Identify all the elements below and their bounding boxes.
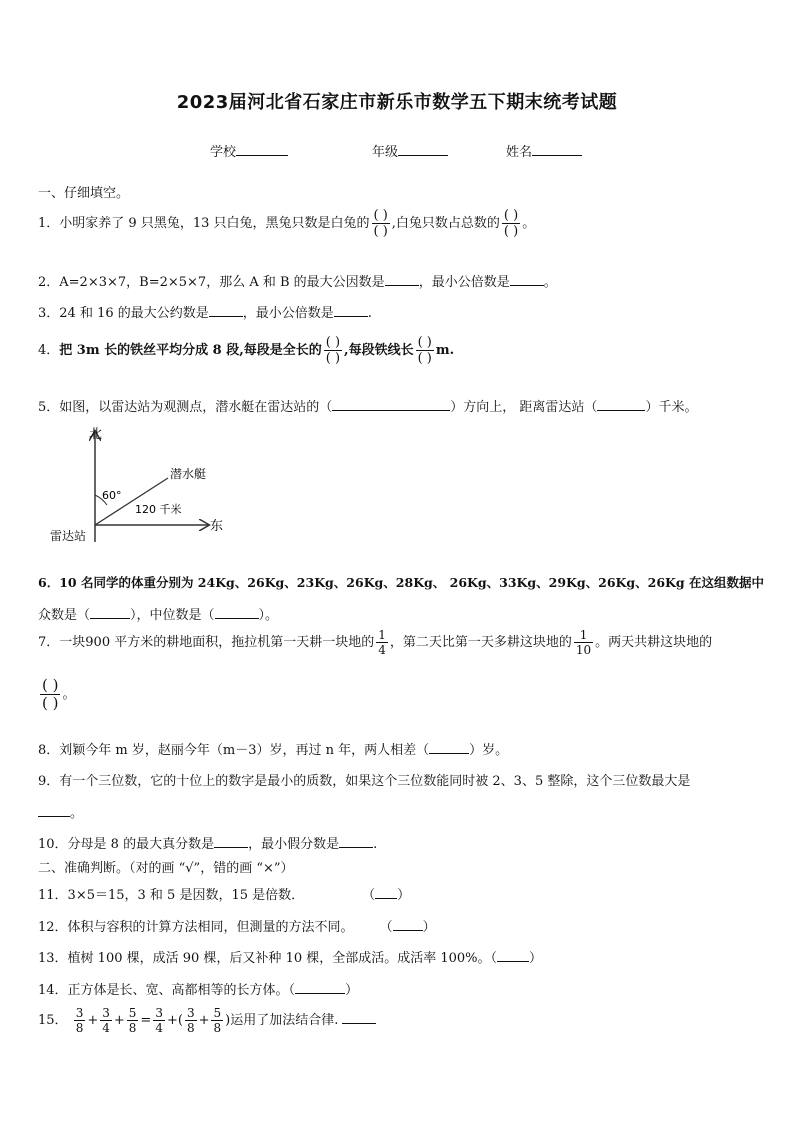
q5-direction-blank[interactable]: [332, 398, 450, 411]
page-title: 2023届河北省石家庄市新乐市数学五下期末统考试题: [176, 92, 618, 113]
q10-text-b: ，最小假分数是: [248, 837, 340, 852]
q7-fraction-2: $\frac{1}{10}$: [575, 628, 592, 657]
radar-diagram: [40, 420, 240, 555]
q14-paren-close: ）: [345, 983, 359, 998]
grade-field: [372, 141, 448, 160]
question-6-line-1: [38, 573, 764, 591]
q12-text: 体积与容积的计算方法相同，但測量的方法不同。: [67, 920, 354, 935]
q3-number: 3．: [38, 306, 60, 321]
q6-text-c: ）。: [258, 608, 279, 623]
question-5: [38, 396, 697, 415]
q10-text-a: 分母是 8 的最大真分数是: [67, 837, 215, 852]
target-label: 潜水艇: [170, 467, 207, 481]
q15-plus-4: +: [198, 1013, 210, 1028]
q2-text-c: 。: [543, 275, 557, 290]
q9-number: 9．: [38, 774, 60, 789]
angle-label: 60°: [102, 489, 122, 502]
q8-blank[interactable]: [429, 741, 469, 754]
q7-text-b: ，第二天比第一天多耕这块地的: [389, 635, 572, 650]
north-label: 北: [89, 427, 103, 442]
q15-tail: 运用了加法结合律.: [230, 1013, 339, 1028]
q5-number: 5．: [38, 400, 60, 415]
q1-text-c: 。: [522, 216, 536, 231]
section-two-heading: 二、准确判断。（对的画 “√”，错的画 “×”）: [38, 861, 294, 876]
question-13: [38, 947, 542, 966]
question-2: [38, 271, 557, 290]
name-blank[interactable]: [532, 141, 582, 156]
q4-text-c: m.: [435, 343, 455, 358]
q10-text-c: .: [373, 837, 378, 852]
q15-fraction-3: $\frac{5}{8}$: [128, 1006, 137, 1035]
section-one-heading: 一、仔细填空。: [38, 186, 130, 201]
question-4: [38, 335, 454, 366]
grade-label: 年级: [372, 145, 399, 160]
school-blank[interactable]: [236, 141, 288, 156]
q15-plus-2: +: [113, 1013, 125, 1028]
q7-fraction-1: $\frac{1}{4}$: [378, 628, 386, 657]
q1-text-a: 小明家养了 9 只黑兔，13 只白兔，黑兔只数是白兔的: [59, 216, 370, 231]
q11-text: 3×5＝15，3 和 5 是因数，15 是倍数．: [67, 888, 305, 903]
east-label: 东: [210, 519, 224, 534]
question-10: [38, 833, 377, 852]
q14-text: 正方体是长、宽、高都相等的长方体。（: [67, 983, 296, 998]
q4-fraction-blank-1[interactable]: $\frac{( )}{( )}$: [325, 335, 341, 366]
q10-blank-2[interactable]: [339, 835, 373, 848]
q7-text-a: 一块900 平方米的耕地面积，拖拉机第一天耕一块地的: [59, 635, 375, 650]
q1-fraction-blank-1[interactable]: $\frac{( )}{( )}$: [373, 208, 388, 239]
q15-fraction-5: $\frac{3}{8}$: [186, 1006, 195, 1035]
q3-text-c: .: [367, 306, 372, 321]
q4-text-a: 把 3m 长的铁丝平均分成 8 段,每段是全长的: [59, 343, 322, 358]
question-1: [38, 208, 535, 239]
distance-label: 120 千米: [135, 503, 182, 516]
name-field: [506, 141, 582, 160]
question-3: [38, 302, 372, 321]
q2-text-a: A=2×3×7，B=2×5×7，那么 A 和 B 的最大公因数是: [59, 275, 385, 290]
q5-text-a: 如图，以雷达站为观测点，潜水艇在雷达站的（: [59, 400, 333, 415]
q9-text-b: 。: [70, 806, 84, 821]
q12-paren-open: （: [379, 920, 393, 935]
q11-number: 11．: [38, 888, 68, 903]
school-field: [210, 141, 288, 160]
question-7-answer: [38, 677, 76, 712]
q7-number: 7．: [38, 635, 60, 650]
q6-mode-blank[interactable]: [90, 606, 130, 619]
q12-answer-blank[interactable]: [393, 918, 423, 931]
q15-plus-1: +: [87, 1013, 99, 1028]
q11-paren-close: ）: [397, 888, 411, 903]
q6-text-b: ），中位数是（: [130, 608, 215, 623]
question-8: [38, 739, 508, 758]
q3-text-b: ，最小公倍数是: [242, 306, 334, 321]
q13-text: 植树 100 棵，成活 90 棵，后又补种 10 棵，全部成活。成活率 100%。（: [67, 951, 498, 966]
q7-text-d: 。: [62, 687, 76, 702]
q5-distance-blank[interactable]: [597, 398, 645, 411]
q6-median-blank[interactable]: [215, 606, 259, 619]
q11-paren-open: （: [362, 888, 376, 903]
q15-plus-paren: +(: [166, 1013, 183, 1028]
q9-text-a: 有一个三位数，它的十位上的数字是最小的质数，如果这个三位数能同时被 2、3、5 整除，这个三位数最大是: [59, 774, 691, 789]
question-6-line-2: [38, 604, 278, 623]
q15-fraction-2: $\frac{3}{4}$: [102, 1006, 110, 1035]
question-14: [38, 979, 358, 998]
q14-number: 14．: [38, 983, 68, 998]
q15-equals: =: [140, 1013, 152, 1028]
q15-answer-blank[interactable]: [342, 1011, 376, 1024]
q13-answer-blank[interactable]: [497, 949, 529, 962]
q8-text-b: ）岁。: [469, 743, 509, 758]
q10-blank-1[interactable]: [214, 835, 248, 848]
q6-number: 6．: [38, 575, 60, 590]
q15-number: 15．: [38, 1013, 68, 1028]
question-9: [38, 770, 690, 789]
q9-blank[interactable]: [38, 804, 70, 817]
question-7: [38, 628, 712, 657]
q5-text-b: ）方向上， 距离雷达站（: [450, 400, 598, 415]
question-12: [38, 916, 436, 935]
q1-number: 1．: [38, 216, 60, 231]
q15-fraction-1: $\frac{3}{8}$: [75, 1006, 84, 1035]
q1-text-b: ,白兔只数占总数的: [391, 216, 500, 231]
q2-blank-1[interactable]: [385, 273, 419, 286]
q15-close-paren: ): [225, 1013, 231, 1028]
q3-blank-2[interactable]: [334, 304, 368, 317]
q12-number: 12．: [38, 920, 68, 935]
q11-answer-blank[interactable]: [375, 886, 397, 899]
q2-number: 2．: [38, 275, 60, 290]
q10-number: 10．: [38, 837, 68, 852]
question-9-answer: [38, 802, 83, 821]
q6-text-a: 众数是（: [38, 608, 91, 623]
q13-number: 13．: [38, 951, 68, 966]
q4-fraction-blank-2[interactable]: $\frac{( )}{( )}$: [417, 335, 432, 366]
school-label: 学校: [210, 145, 237, 160]
q3-blank-1[interactable]: [209, 304, 243, 317]
question-15: [38, 1006, 376, 1035]
q4-text-b: ,每段铁线长: [344, 343, 414, 358]
q15-fraction-4: $\frac{3}{4}$: [155, 1006, 163, 1035]
q8-number: 8．: [38, 743, 60, 758]
q1-fraction-blank-2[interactable]: $\frac{( )}{( )}$: [503, 208, 519, 239]
grade-blank[interactable]: [398, 141, 448, 156]
q2-blank-2[interactable]: [510, 273, 544, 286]
q2-text-b: ，最小公倍数是: [418, 275, 510, 290]
question-11: [38, 884, 410, 903]
name-label: 姓名: [506, 145, 533, 160]
q3-text-a: 24 和 16 的最大公约数是: [59, 306, 209, 321]
q15-fraction-6: $\frac{5}{8}$: [213, 1006, 222, 1035]
q7-fraction-blank[interactable]: $\frac{( )}{( )}$: [42, 676, 59, 712]
q12-paren-close: ）: [422, 920, 436, 935]
q7-text-c: 。两天共耕这块地的: [595, 635, 713, 650]
q6-line-1: 10 名同学的体重分别为 24Kg、26Kg、23Kg、26Kg、28Kg、 26Kg、33Kg、29Kg、26Kg、26Kg 在这组数据中: [59, 575, 765, 590]
q8-text-a: 刘颖今年 m 岁，赵丽今年（m－3）岁，再过 n 年，两人相差（: [59, 743, 430, 758]
q4-number: 4．: [38, 343, 60, 358]
origin-label: 雷达站: [50, 529, 87, 543]
q5-text-c: ）千米。: [645, 400, 698, 415]
q14-answer-blank[interactable]: [295, 981, 345, 994]
q13-paren-close: ）: [529, 951, 543, 966]
